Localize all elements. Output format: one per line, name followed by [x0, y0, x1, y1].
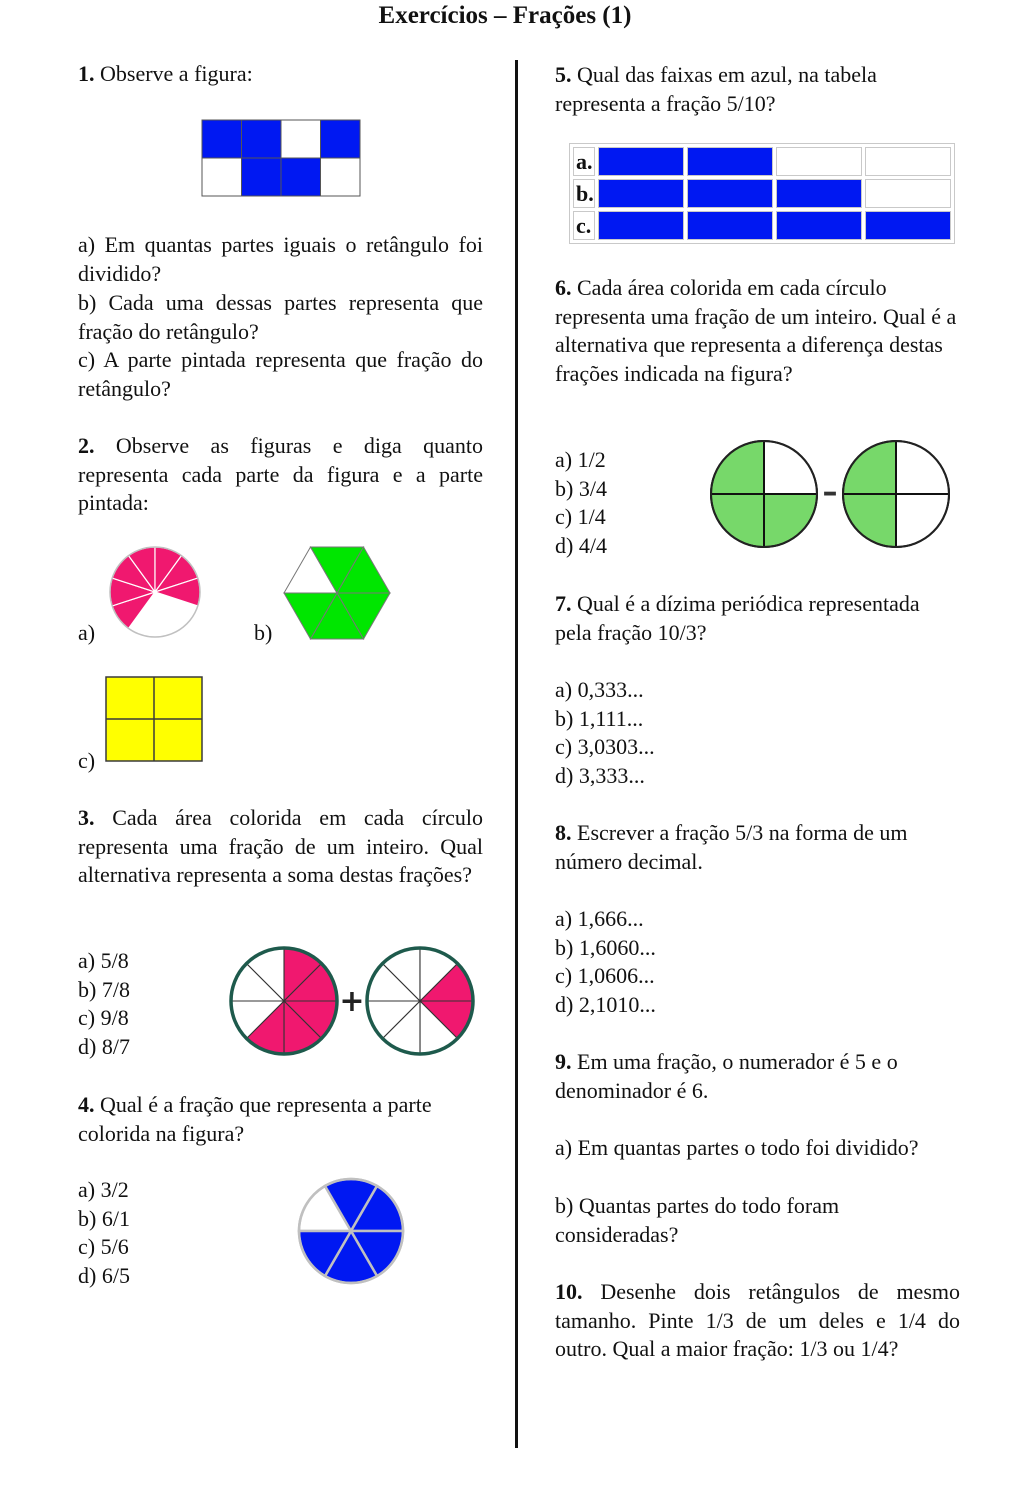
q6-option-b: b) 3/4 — [555, 475, 607, 501]
q5-bars-table — [569, 143, 955, 244]
q5-cell-filled — [776, 179, 862, 208]
q1-text: Observe a figura: — [94, 61, 253, 86]
q6-number: 6. — [555, 275, 572, 300]
q5-cell-empty — [865, 179, 951, 208]
q4-option-c: c) 5/6 — [78, 1234, 129, 1260]
q5-cell-filled — [776, 211, 862, 240]
q1-cell-shaded — [242, 120, 282, 158]
q9-prompt — [555, 1048, 960, 1105]
q4-options — [78, 1176, 130, 1290]
q5-row — [573, 179, 951, 208]
q7-text: Qual é a dízima periódica representada pela fração 10/3? — [555, 591, 920, 645]
page-title: Exercícios – Frações (1) — [378, 2, 632, 29]
q8-option-a: a) 1,666... — [555, 906, 644, 931]
q3-plus-operator: + — [339, 984, 365, 1019]
q5-cell-empty — [776, 147, 862, 176]
q9-item-b: b) Quantas partes do todo foram consideradas? — [555, 1193, 840, 1247]
q3-prompt — [78, 804, 483, 890]
q1-cell-shaded — [242, 158, 282, 196]
q9-item-a: a) Em quantas partes o todo foi dividido? — [555, 1135, 919, 1160]
q4-option-d: d) 6/5 — [78, 1262, 130, 1288]
q1-cell-shaded — [281, 158, 321, 196]
q4-text: Qual é a fração que representa a parte colorida na figura? — [78, 1092, 432, 1146]
q4-blue-circle-figure — [296, 1176, 406, 1286]
q7-option-a: a) 0,333... — [555, 677, 644, 702]
q2-label-a: a) — [78, 620, 96, 645]
q2-number: 2. — [78, 433, 95, 458]
q2-label-b: b) — [254, 620, 273, 645]
q3-option-a: a) 5/8 — [78, 948, 129, 973]
q3-number: 3. — [78, 805, 95, 830]
q3-option-c: c) 9/8 — [78, 1005, 129, 1031]
q2-yellow-square-figure — [105, 676, 203, 762]
q1-item-b: b) Cada uma dessas partes representa que fração do retângulo? — [78, 290, 483, 344]
column-divider — [515, 60, 518, 1448]
q9-number: 9. — [555, 1049, 572, 1074]
q6-option-c: c) 1/4 — [555, 504, 606, 530]
q10-text: Desenhe dois retângulos de mesmo tamanho. Pinte 1/3 de um deles e 1/4 do outro. Qual a maior fração: 1/3 ou 1/4? — [555, 1279, 960, 1362]
q8-option-c: c) 1,0606... — [555, 963, 655, 989]
q8-number: 8. — [555, 820, 572, 845]
q5-row-label: a. — [573, 147, 595, 176]
q9-text: Em uma fração, o numerador é 5 e o denominador é 6. — [555, 1049, 898, 1103]
q2-green-hexagon-figure — [281, 546, 393, 640]
q6-prompt — [555, 274, 960, 388]
q5-cell-filled — [598, 211, 684, 240]
q5-number: 5. — [555, 62, 572, 87]
q1-cell-empty — [202, 158, 242, 196]
q3-circles-figure — [228, 945, 476, 1057]
q5-row-label: b. — [573, 179, 595, 208]
q5-row-label: c. — [573, 211, 595, 240]
q1-cell-empty — [281, 120, 321, 158]
q1-rectangle-figure — [201, 119, 361, 197]
q4-option-b: b) 6/1 — [78, 1205, 130, 1231]
q7-option-c: c) 3,0303... — [555, 734, 655, 760]
q5-cell-filled — [687, 211, 773, 240]
q8-prompt — [555, 819, 960, 876]
q3-text: Cada área colorida em cada círculo representa uma fração de um inteiro. Qual alternativa representa a soma destas frações? — [78, 805, 483, 888]
q8-option-b: b) 1,6060... — [555, 934, 656, 960]
q6-option-a: a) 1/2 — [555, 447, 606, 472]
q6-option-d: d) 4/4 — [555, 532, 607, 558]
q5-prompt — [555, 61, 960, 118]
q1-cell-shaded — [321, 120, 361, 158]
q5-cell-filled — [687, 179, 773, 208]
q1-number: 1. — [78, 61, 95, 86]
q5-cell-filled — [598, 147, 684, 176]
q5-cell-filled — [598, 179, 684, 208]
q8-options — [555, 905, 656, 1019]
q7-option-d: d) 3,333... — [555, 762, 645, 788]
q6-circles-figure — [706, 438, 954, 552]
q5-cell-filled — [865, 211, 951, 240]
q1-prompt — [78, 60, 483, 89]
q7-prompt — [555, 590, 960, 647]
q6-minus-operator: – — [822, 475, 838, 510]
q2-pink-circle-figure — [108, 545, 202, 639]
q2-text: Observe as figuras e diga quanto representa cada parte da figura e a parte pintada: — [78, 433, 483, 516]
q3-options — [78, 947, 130, 1061]
q1-item-c: c) A parte pintada representa que fração do retângulo? — [78, 347, 483, 401]
q10-number: 10. — [555, 1279, 583, 1304]
q7-number: 7. — [555, 591, 572, 616]
q5-text: Qual das faixas em azul, na tabela representa a fração 5/10? — [555, 62, 877, 116]
q1-cell-empty — [321, 158, 361, 196]
q3-option-b: b) 7/8 — [78, 976, 130, 1002]
q4-prompt — [78, 1091, 483, 1148]
q7-option-b: b) 1,111... — [555, 705, 644, 731]
q6-options — [555, 446, 607, 560]
q2-prompt — [78, 432, 483, 518]
q8-option-d: d) 2,1010... — [555, 991, 656, 1017]
q1-cell-shaded — [202, 120, 242, 158]
q6-text: Cada área colorida em cada círculo representa uma fração de um inteiro. Qual é a alternativa que representa a diferença destas frações indicada na figura? — [555, 275, 957, 386]
q3-option-d: d) 8/7 — [78, 1033, 130, 1059]
q4-number: 4. — [78, 1092, 95, 1117]
q8-text: Escrever a fração 5/3 na forma de um número decimal. — [555, 820, 908, 874]
q5-row — [573, 211, 951, 240]
q5-row — [573, 147, 951, 176]
q4-option-a: a) 3/2 — [78, 1177, 129, 1202]
q7-options — [555, 676, 655, 790]
q5-cell-empty — [865, 147, 951, 176]
q10-prompt — [555, 1278, 960, 1364]
q5-cell-filled — [687, 147, 773, 176]
q1-item-a: a) Em quantas partes iguais o retângulo foi dividido? — [78, 232, 483, 286]
q2-label-c: c) — [78, 748, 96, 773]
